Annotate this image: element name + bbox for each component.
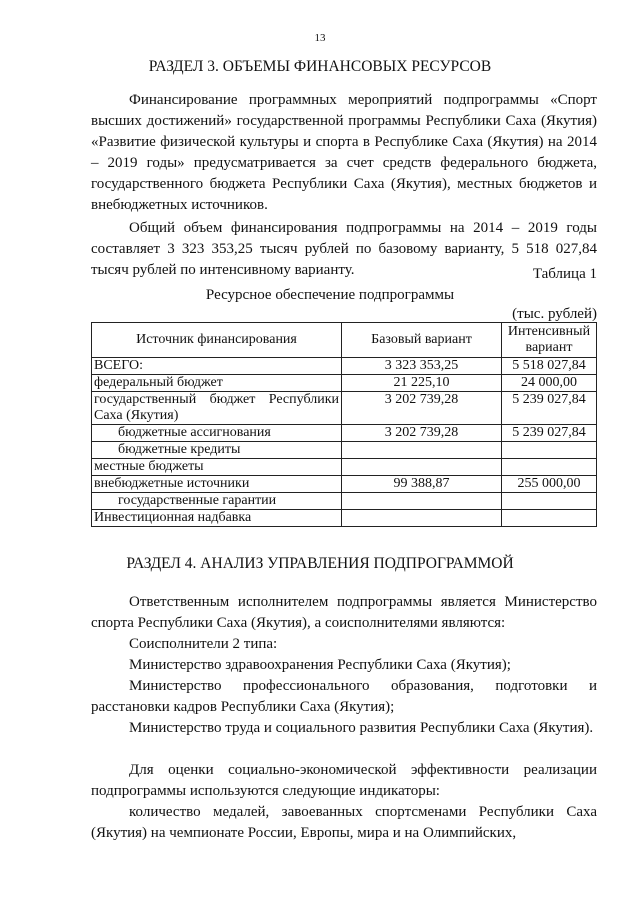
- cell-intensive: [502, 459, 597, 476]
- section-4-paragraph-5: Министерство труда и социального развития Республики Саха (Якутия).: [129, 720, 594, 736]
- section-4-paragraph-1: Ответственным исполнителем подпрограммы является Министерство спорта Республики Саха (Якутия), а соисполнителями являются:: [91, 594, 597, 631]
- cell-intensive: 255 000,00: [502, 476, 597, 493]
- cell-source: федеральный бюджет: [92, 375, 342, 392]
- cell-source: местные бюджеты: [92, 459, 342, 476]
- cell-source: государственные гарантии: [92, 493, 342, 510]
- header-base: Базовый вариант: [342, 323, 502, 358]
- table-caption: Ресурсное обеспечение подпрограммы: [205, 287, 455, 303]
- table-row: [92, 358, 597, 375]
- cell-source: бюджетные кредиты: [92, 442, 342, 459]
- table-row: [92, 392, 597, 425]
- section-3-paragraph-2: Общий объем финансирования подпрограммы на 2014 – 2019 годы составляет 3 323 353,25 тысяч рублей по базовому варианту, 5 518 027,84 тысяч рублей по интенсивному варианту.: [91, 220, 597, 278]
- table-row: [92, 459, 597, 476]
- page-number: 13: [314, 32, 326, 44]
- cell-source: ВСЕГО:: [92, 358, 342, 375]
- header-source: Источник финансирования: [92, 323, 342, 358]
- cell-base: 3 323 353,25: [342, 358, 502, 375]
- table-units: (тыс. рублей): [512, 306, 597, 322]
- table-label: Таблица 1: [532, 266, 597, 282]
- section-4-paragraph-3: Министерство здравоохранения Республики Саха (Якутия);: [129, 657, 511, 673]
- table-row: [92, 476, 597, 493]
- cell-source: внебюджетные источники: [92, 476, 342, 493]
- table-header-row: [92, 323, 597, 358]
- cell-base: 21 225,10: [342, 375, 502, 392]
- header-intensive: Интенсивный вариант: [502, 323, 597, 358]
- table-row: [92, 442, 597, 459]
- table-row: [92, 375, 597, 392]
- cell-base: [342, 493, 502, 510]
- cell-base: [342, 510, 502, 527]
- section-4-paragraph-4: Министерство профессионального образования, подготовки и расстановки кадров Республики Саха (Якутия);: [91, 678, 597, 715]
- cell-base: 3 202 739,28: [342, 425, 502, 442]
- cell-source: Инвестиционная надбавка: [92, 510, 342, 527]
- resource-table: [91, 322, 597, 527]
- section-3-title: РАЗДЕЛ 3. ОБЪЕМЫ ФИНАНСОВЫХ РЕСУРСОВ: [148, 58, 492, 75]
- section-3-paragraph-1: Финансирование программных мероприятий подпрограммы «Спорт высших достижений» государственной программы Республики Саха (Якутия) «Развитие физической культуры и спорта в Республике Саха (Якутия) на 2014 – 2019 годы» предусматривается за счет средств федерального бюджета, государственного бюджета Республики Саха (Якутия), местных бюджетов и внебюджетных источников.: [91, 92, 597, 213]
- cell-intensive: 5 518 027,84: [502, 358, 597, 375]
- cell-source: бюджетные ассигнования: [92, 425, 342, 442]
- cell-intensive: [502, 493, 597, 510]
- cell-base: [342, 442, 502, 459]
- section-4-paragraph-2: Соисполнители 2 типа:: [129, 636, 278, 652]
- cell-base: 99 388,87: [342, 476, 502, 493]
- cell-source: государственный бюджет Республики Саха (Якутия): [92, 392, 342, 425]
- cell-intensive: [502, 510, 597, 527]
- cell-intensive: 5 239 027,84: [502, 392, 597, 425]
- cell-intensive: 5 239 027,84: [502, 425, 597, 442]
- cell-intensive: [502, 442, 597, 459]
- table-row: [92, 510, 597, 527]
- cell-intensive: 24 000,00: [502, 375, 597, 392]
- table-row: [92, 425, 597, 442]
- section-4-title: РАЗДЕЛ 4. АНАЛИЗ УПРАВЛЕНИЯ ПОДПРОГРАММОЙ: [126, 555, 514, 572]
- table-row: [92, 493, 597, 510]
- section-4-paragraph-6: Для оценки социально-экономической эффективности реализации подпрограммы используются следующие индикаторы:: [91, 762, 597, 799]
- cell-base: 3 202 739,28: [342, 392, 502, 425]
- section-4-paragraph-7: количество медалей, завоеванных спортсменами Республики Саха (Якутия) на чемпионате России, Европы, мира и на Олимпийских,: [91, 804, 597, 841]
- cell-base: [342, 459, 502, 476]
